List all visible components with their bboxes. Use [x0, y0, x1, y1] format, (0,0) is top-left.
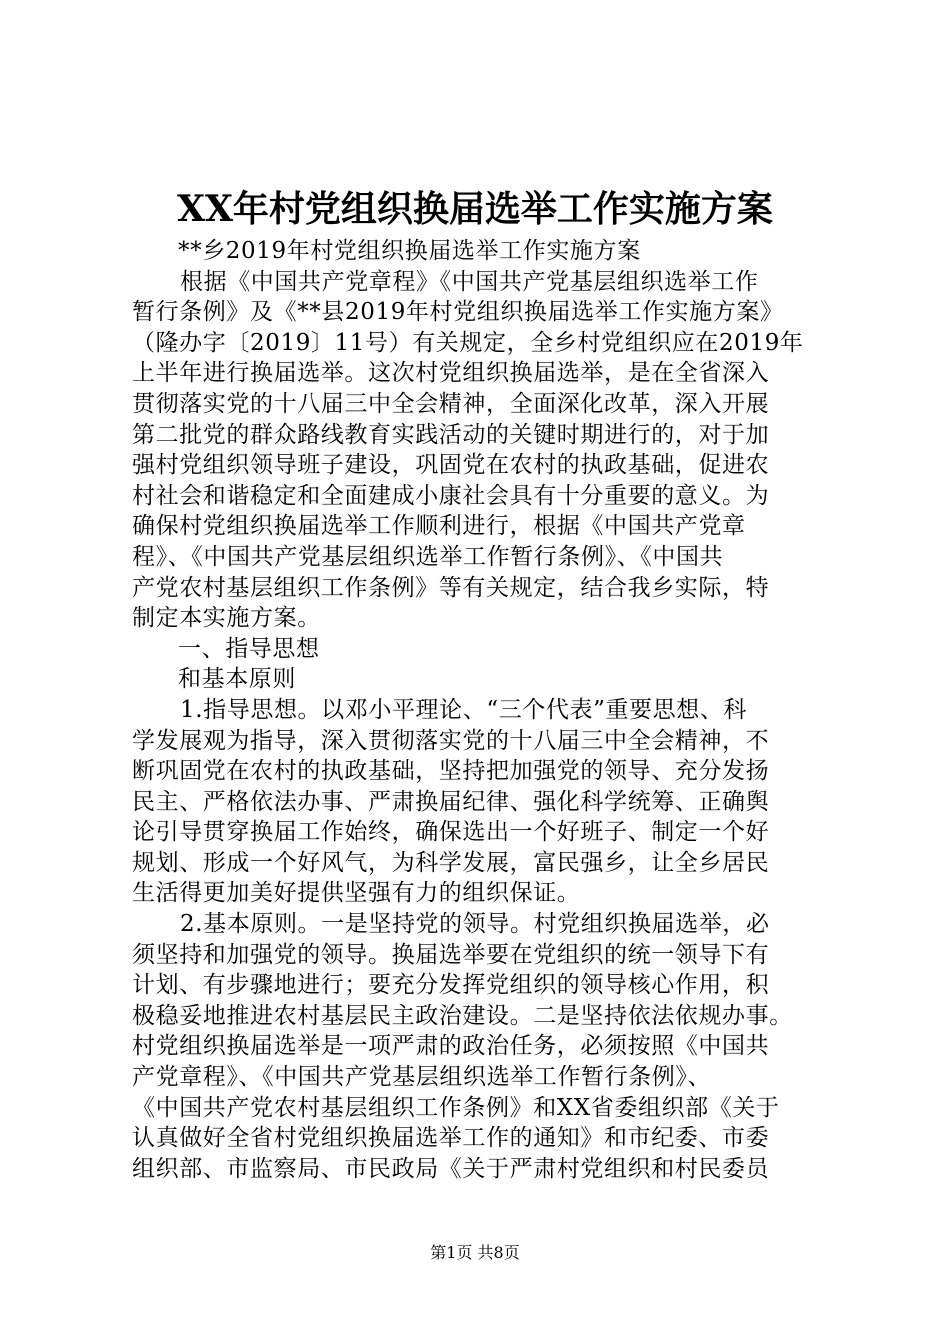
body-line: 贯彻落实党的十八届三中全会精神，全面深化改革，深入开展	[132, 390, 770, 417]
body-line: 极稳妥地推进农村基层民主政治建设。二是坚持依法依规办事。	[132, 1002, 793, 1029]
body-line: 村党组织换届选举是一项严肃的政治任务，必须按照《中国共	[132, 1033, 770, 1060]
body-line: 上半年进行换届选举。这次村党组织换届选举，是在全省深入	[132, 360, 770, 387]
body-line: 确保村党组织换届选举工作顺利进行，根据《中国共产党章	[132, 513, 746, 540]
body-line: 计划、有步骤地进行；要充分发挥党组织的领导核心作用，积	[132, 972, 770, 999]
body-line: 生活得更加美好提供坚强有力的组织保证。	[132, 880, 581, 907]
section-heading: 和基本原则	[178, 666, 296, 693]
body-line: 规划、形成一个好风气，为科学发展，富民强乡，让全乡居民	[132, 849, 770, 876]
subtitle-line: **乡2019年村党组织换届选举工作实施方案	[178, 238, 641, 264]
body-line: 根据《中国共产党章程》《中国共产党基层组织选举工作	[180, 268, 759, 295]
body-line: 产党农村基层组织工作条例》等有关规定，结合我乡实际，特	[132, 574, 770, 601]
body-line: 须坚持和加强党的领导。换届选举要在党组织的统一领导下有	[132, 941, 770, 968]
page-number-footer: 第1页 共8页	[430, 1243, 520, 1262]
body-line: （隆办字〔2019〕11号）有关规定，全乡村党组织应在2019年	[132, 329, 804, 356]
body-line: 论引导贯穿换届工作始终，确保选出一个好班子、制定一个好	[132, 819, 770, 846]
body-line: 认真做好全省村党组织换届选举工作的通知》和市纪委、市委	[132, 1125, 770, 1152]
body-line: 民主、严格依法办事、严肃换届纪律、强化科学统筹、正确舆	[132, 788, 770, 815]
body-line: 组织部、市监察局、市民政局《关于严肃村党组织和村民委员	[132, 1155, 770, 1182]
body-line: 《中国共产党农村基层组织工作条例》和XX省委组织部《关于	[132, 1094, 780, 1121]
body-line: 村社会和谐稳定和全面建成小康社会具有十分重要的意义。为	[132, 482, 770, 509]
body-line: 暂行条例》及《**县2019年村党组织换届选举工作实施方案》	[132, 299, 784, 326]
body-line: 制定本实施方案。	[132, 605, 321, 632]
body-line: 1.指导思想。以邓小平理论、“三个代表”重要思想、科	[180, 696, 748, 723]
section-heading: 一、指导思想	[178, 635, 320, 662]
document-body	[132, 236, 832, 1184]
body-line: 程》、《中国共产党基层组织选举工作暂行条例》、《中国共	[132, 543, 724, 570]
body-line: 学发展观为指导，深入贯彻落实党的十八届三中全会精神，不	[132, 727, 770, 754]
body-line: 2.基本原则。一是坚持党的领导。村党组织换届选举，必	[180, 911, 770, 938]
body-line: 第二批党的群众路线教育实践活动的关键时期进行的，对于加	[132, 421, 770, 448]
document-title: XX年村党组织换届选举工作实施方案	[177, 188, 773, 230]
body-line: 产党章程》、《中国共产党基层组织选举工作暂行条例》、	[132, 1064, 712, 1091]
body-line: 强村党组织领导班子建设，巩固党在农村的执政基础，促进农	[132, 452, 770, 479]
body-line: 断巩固党在农村的执政基础，坚持把加强党的领导、充分发扬	[132, 758, 770, 785]
